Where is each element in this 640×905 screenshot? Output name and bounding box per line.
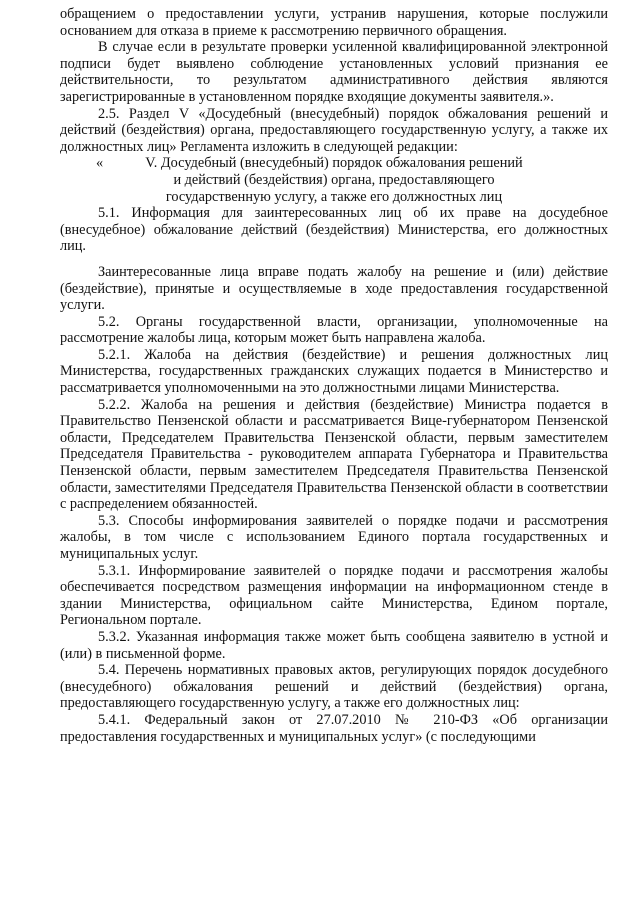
heading-line-2: и действий (бездействия) органа, предоставляющего — [173, 171, 495, 188]
section-heading — [60, 155, 608, 205]
paragraph-5-3: 5.3. Способы информирования заявителей о порядке подачи и рассмотрения жалобы, в том числе с использованием Единого портала государственных и муниципальных услуг. — [60, 512, 608, 562]
paragraph-5-3-2: 5.3.2. Указанная информация также может быть сообщена заявителю в устной и (или) в письменной форме. — [60, 628, 608, 662]
paragraph-5-3-1: 5.3.1. Информирование заявителей о порядке подачи и рассмотрения жалобы обеспечивается посредством размещения информации на информационном стенде в здании Министерства, официальном сайте Министерства, Едином портале, Региональном портале. — [60, 562, 608, 629]
paragraph-5-2: 5.2. Органы государственной власти, организации, уполномоченные на рассмотрение жалобы лица, которым может быть направлена жалоба. — [60, 313, 608, 347]
paragraph-5-2-2: 5.2.2. Жалоба на решения и действия (бездействие) Министра подается в Правительство Пензенской области и рассматривается Вице-губернатором Пензенской области, Председателем Правительства Пензенской области, первым заместителем Председателя Правительства - руководителем аппарата Губернатора и Правительства Пензенской области, первым заместителем Председателя Правительства Пензенской области, заместителями Председателя Правительства Пензенской области в соответствии с распределением обязанностей. — [60, 396, 608, 513]
paragraph-5-1-complaint-right: Заинтересованные лица вправе подать жалобу на решение и (или) действие (бездействие), принятые и осуществляемые в ходе предоставления государственной услуги. — [60, 263, 608, 314]
paragraph-5-2-1: 5.2.1. Жалоба на действия (бездействие) и решения должностных лиц Министерства, государственных гражданских служащих подается в Министерство и рассматривается уполномоченными на это должностными лицами Министерства. — [60, 346, 608, 397]
paragraph-continuation: обращением о предоставлении услуги, устранив нарушения, которые послужили основанием для отказа в приеме к рассмотрению первичного обращения. — [60, 6, 608, 39]
paragraph-5-4: 5.4. Перечень нормативных правовых актов, регулирующих порядок досудебного (внесудебного) обжалования решений и действий (бездействия) органа, предоставляющего государственную услугу, а также его должностных лиц: — [60, 662, 608, 712]
heading-line-3: государственную услугу, а также его должностных лиц — [165, 188, 503, 205]
heading-open-quote: « — [96, 155, 104, 172]
paragraph-5-4-1: 5.4.1. Федеральный закон от 27.07.2010 № 210-ФЗ «Об организации предоставления государственных и муниципальных услуг» (с последующими — [60, 711, 608, 745]
paragraph-signature-check: В случае если в результате проверки усиленной квалифицированной электронной подписи будет выявлено соблюдение установленных условий признания ее действительности, то результатом административного действия являются зарегистрированные в установленном порядке входящие документы заявителя.». — [60, 39, 608, 105]
paragraph-5-1: 5.1. Информация для заинтересованных лиц об их праве на досудебное (внесудебное) обжалование действий (бездействия) Министерства, его должностных лиц. — [60, 205, 608, 255]
heading-line-1: V. Досудебный (внесудебный) порядок обжалования решений — [145, 155, 523, 172]
paragraph-2-5: 2.5. Раздел V «Досудебный (внесудебный) порядок обжалования решений и действий (бездействия) органа, предоставляющего государственную услугу, а также их должностных лиц» Регламента изложить в следующей редакции: — [60, 105, 608, 155]
